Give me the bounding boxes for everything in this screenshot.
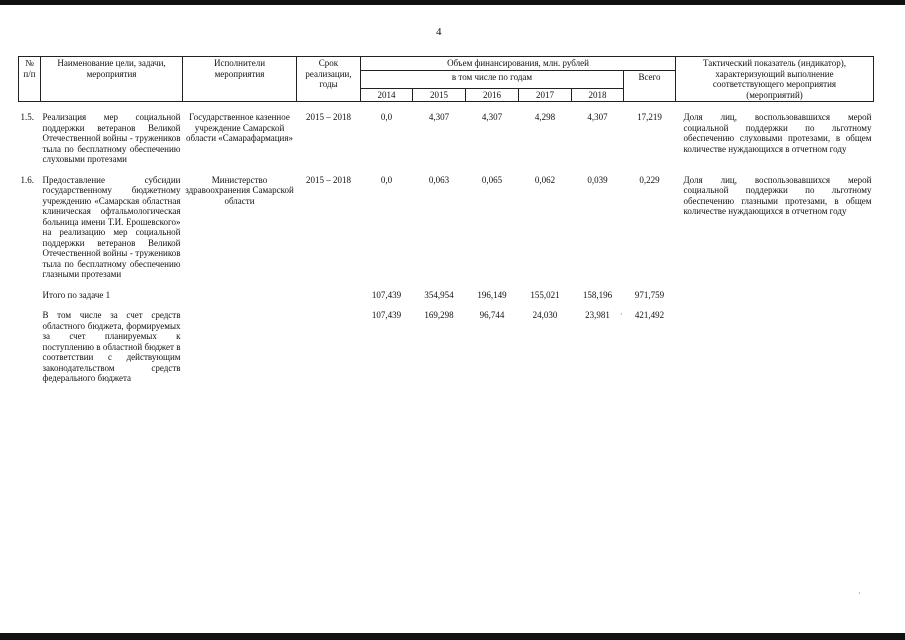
header-name: Наименование цели, задачи, мероприятия <box>41 57 183 102</box>
row-executor: Государственное казенное учреждение Самарской области «Самарафармация» <box>185 112 294 143</box>
header-year: 2014 <box>361 88 413 102</box>
header-year: 2016 <box>466 88 519 102</box>
row-value: 0,062 <box>534 174 556 185</box>
regional-value: 107,439 <box>371 310 402 320</box>
page-number: 4 <box>436 26 442 38</box>
row-num: 1.5. <box>20 112 34 122</box>
regional-value: 23,981 <box>585 310 610 320</box>
total-value: 155,021 <box>530 289 560 300</box>
regional-budget-row <box>19 310 874 384</box>
total-task-row <box>19 290 874 301</box>
header-funding: Объем финансирования, млн. рублей <box>361 57 676 71</box>
header-year: 2018 <box>572 88 624 102</box>
row-name: Предоставление субсидии государственному бюджетному учреждению «Самарская областная клиническая офтальмологическая больница имени Т.И. Ерошевского» на реализацию мер социальной поддержки ветеранов Великой Отечественной войны - тружеников тыла по бесплатному обеспечению глазными протезами <box>42 174 181 279</box>
regional-value: 24,030 <box>532 310 558 320</box>
row-value: 0,0 <box>380 174 393 185</box>
row-total: 0,229 <box>639 174 660 185</box>
top-border <box>0 0 905 5</box>
row-value: 0,0 <box>380 112 393 122</box>
regional-value: 96,744 <box>479 310 505 320</box>
bottom-border <box>0 633 905 640</box>
row-value: 4,298 <box>534 112 556 122</box>
regional-value: 169,298 <box>424 310 454 320</box>
header-total: Всего <box>624 70 676 102</box>
row-executor: Министерство здравоохранения Самарской области <box>185 174 294 206</box>
total-value: 196,149 <box>477 289 507 300</box>
header-term: Срок реализации, годы <box>297 57 361 102</box>
regional-label: В том числе за счет средств областного бюджета, формируемых за счет планируемых к поступлению в областной бюджет в соответствии с действующим законодательством средств федерального бюджета <box>42 310 181 383</box>
scan-speck: · <box>858 589 861 598</box>
row-value: 0,065 <box>481 174 503 185</box>
row-term: 2015 – 2018 <box>306 174 351 185</box>
header-year: 2017 <box>519 88 572 102</box>
row-total: 17,219 <box>637 112 662 122</box>
scan-speck: · <box>620 310 623 319</box>
header-by-years: в том числе по годам <box>361 70 624 88</box>
financing-table <box>18 56 874 384</box>
total-value: 354,954 <box>424 289 454 300</box>
row-value: 4,307 <box>428 112 450 122</box>
table-row <box>19 175 874 280</box>
header-num: № п/п <box>19 57 41 102</box>
row-indicator: Доля лиц, воспользовавшихся мерой социальной поддержки по льготному обеспечению глазными протезами, в общем количестве нуждающихся в отчетном году <box>683 174 872 216</box>
row-value: 0,039 <box>587 174 608 185</box>
row-name: Реализация мер социальной поддержки ветеранов Великой Отечественной войны - тружеников тыла по бесплатному обеспечению слуховыми протезами <box>42 112 181 164</box>
total-task-total: 971,759 <box>634 289 665 300</box>
row-value: 4,307 <box>587 112 608 122</box>
total-value: 158,196 <box>582 289 613 300</box>
table-row <box>19 112 874 165</box>
row-value: 0,063 <box>428 174 450 185</box>
total-value: 107,439 <box>371 289 402 300</box>
regional-total: 421,492 <box>634 310 665 320</box>
header-executors: Исполнители мероприятия <box>183 57 297 102</box>
row-num: 1.6. <box>20 174 34 185</box>
header-year: 2015 <box>413 88 466 102</box>
total-task-label: Итого по задаче 1 <box>42 289 111 300</box>
header-indicator: Тактический показатель (индикатор), характеризующий выполнение соответствующего мероприятия (мероприятий) <box>676 57 874 102</box>
row-value: 4,307 <box>481 112 503 122</box>
row-indicator: Доля лиц, воспользовавшихся мерой социальной поддержки по льготному обеспечению слуховыми протезами, в общем количестве нуждающихся в отчетном году <box>683 112 872 154</box>
row-term: 2015 – 2018 <box>306 112 351 122</box>
